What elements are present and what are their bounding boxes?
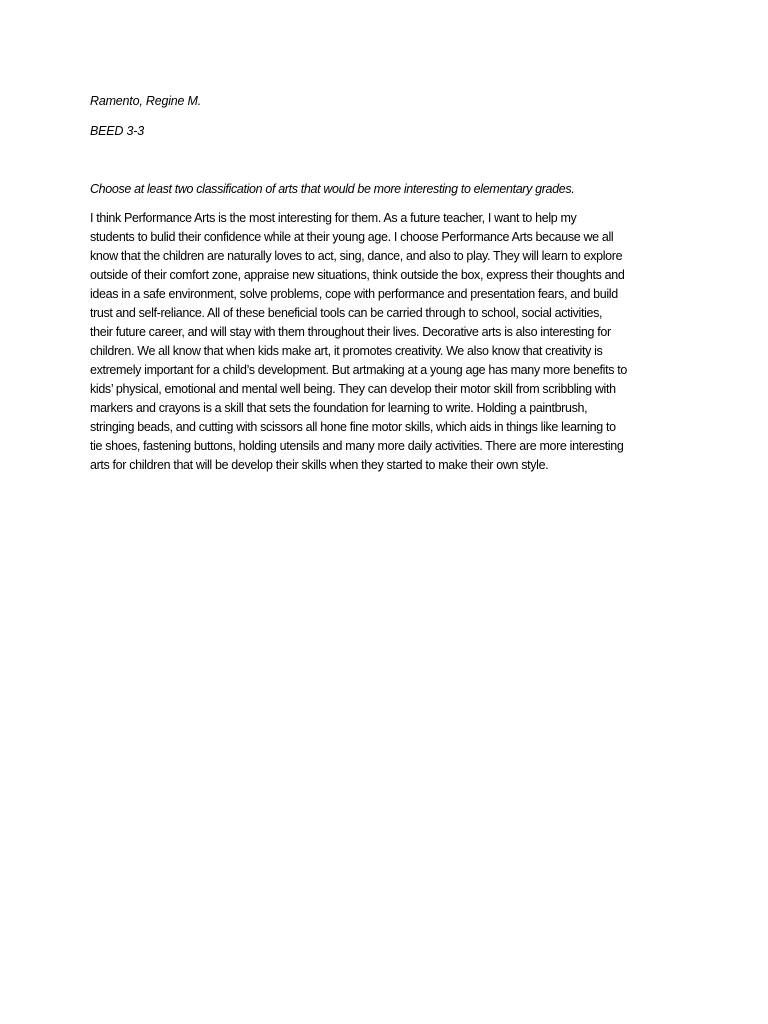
essay-line: stringing beads, and cutting with scissors all hone fine motor skills, which aids in things like learning to bbox=[90, 420, 616, 434]
essay-line: their future career, and will stay with them throughout their lives. Decorative arts is also interesting for bbox=[90, 325, 611, 339]
essay-line: children. We all know that when kids make art, it promotes creativity. We also know that creativity is bbox=[90, 344, 603, 358]
essay-line: arts for children that will be develop their skills when they started to make their own style. bbox=[90, 458, 549, 472]
essay-line: I think Performance Arts is the most interesting for them. As a future teacher, I want to help my bbox=[90, 211, 577, 225]
essay-line: extremely important for a child’s development. But artmaking at a young age has many more benefits to bbox=[90, 363, 627, 377]
section-label: BEED 3-3 bbox=[90, 124, 144, 138]
essay-line: outside of their comfort zone, appraise new situations, think outside the box, express their thoughts and bbox=[90, 268, 625, 282]
essay-line: markers and crayons is a skill that sets the foundation for learning to write. Holding a paintbrush, bbox=[90, 401, 588, 415]
essay-line: tie shoes, fastening buttons, holding utensils and many more daily activities. There are more interesting bbox=[90, 439, 624, 453]
assignment-prompt: Choose at least two classification of arts that would be more interesting to elementary grades. bbox=[90, 182, 575, 196]
essay-body bbox=[90, 209, 690, 475]
author-name: Ramento, Regine M. bbox=[90, 94, 202, 108]
essay-line: know that the children are naturally loves to act, sing, dance, and also to play. They will learn to explore bbox=[90, 249, 623, 263]
essay-line: kids’ physical, emotional and mental well being. They can develop their motor skill from scribbling with bbox=[90, 382, 616, 396]
essay-line: students to bulid their confidence while at their young age. I choose Performance Arts because we all bbox=[90, 230, 614, 244]
essay-line: ideas in a safe environment, solve problems, cope with performance and presentation fears, and build bbox=[90, 287, 618, 301]
essay-line: trust and self-reliance. All of these beneficial tools can be carried through to school, social activities, bbox=[90, 306, 603, 320]
